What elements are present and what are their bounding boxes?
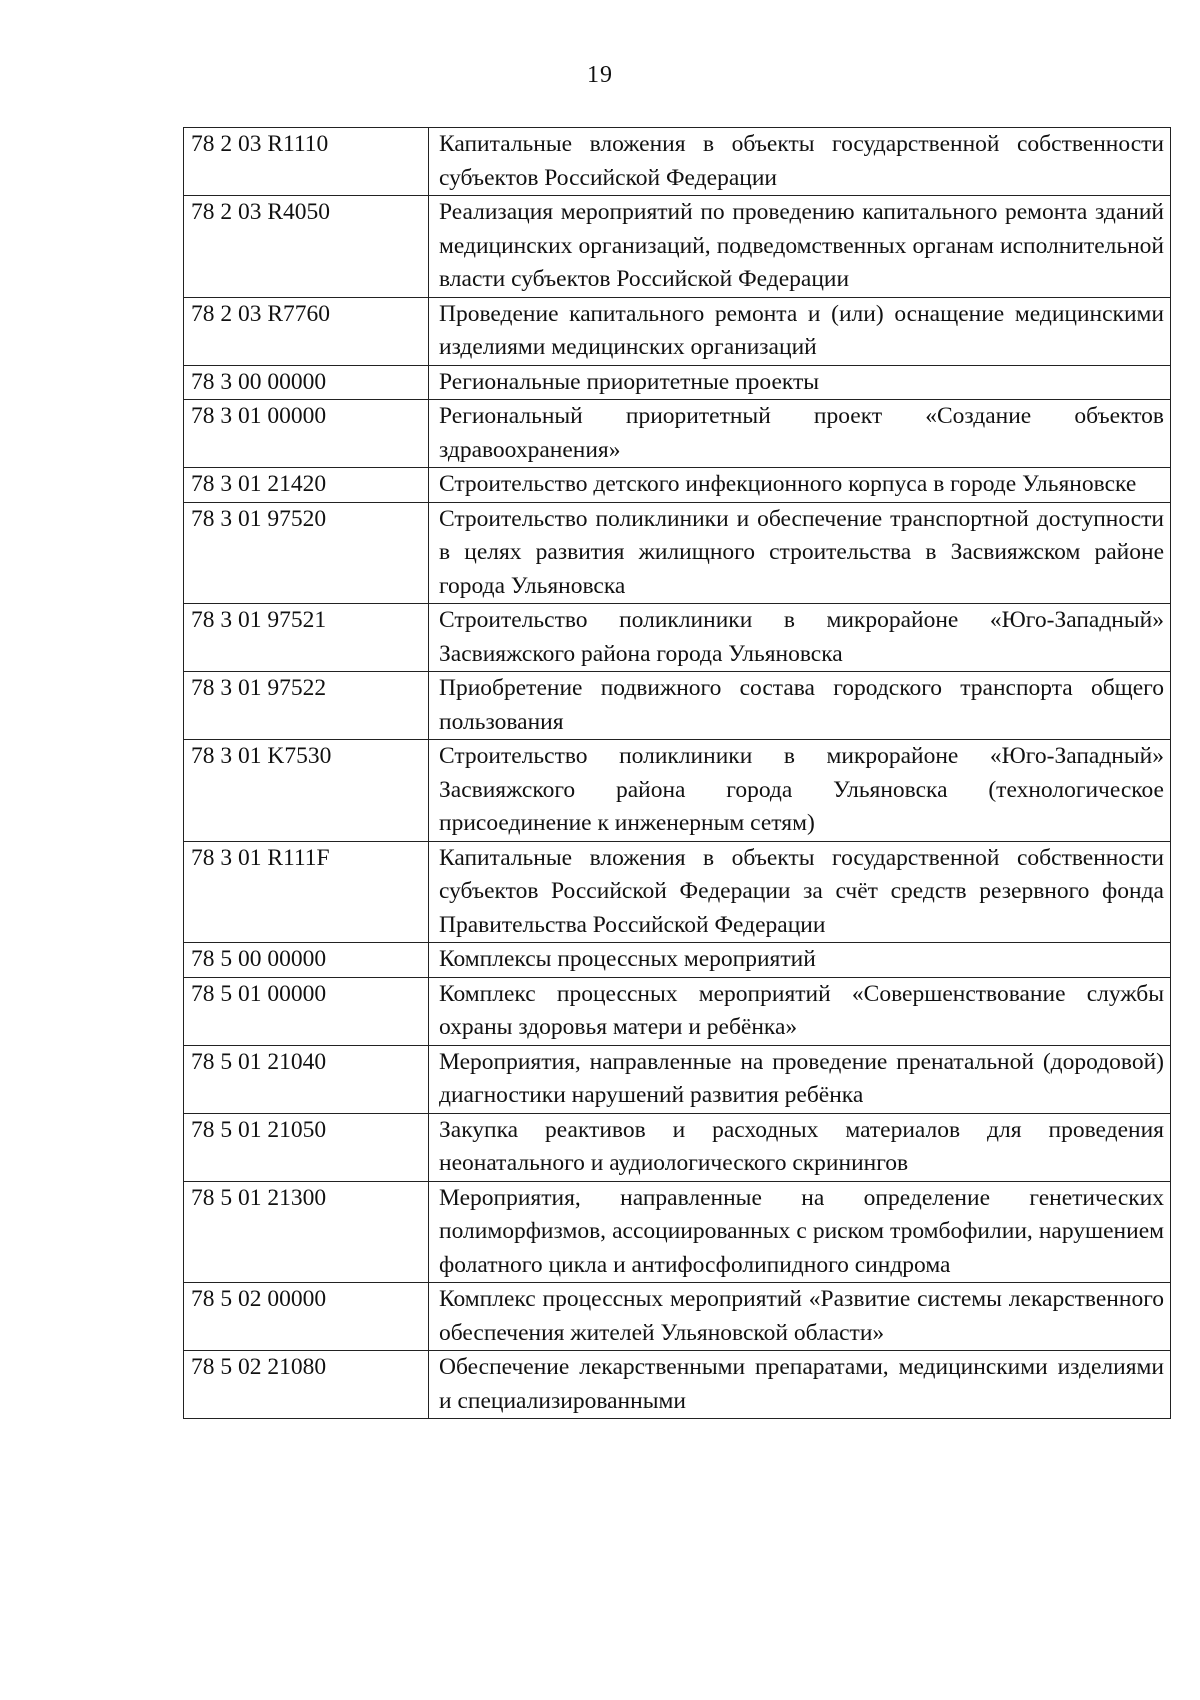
row-code: 78 3 01 R111F [184, 841, 429, 943]
table-row [184, 1045, 1171, 1113]
row-code: 78 3 01 97521 [184, 604, 429, 672]
table-row [184, 841, 1171, 943]
table-row [184, 1181, 1171, 1283]
row-code: 78 5 01 21050 [184, 1113, 429, 1181]
row-description: Мероприятия, направленные на определение генетических полиморфизмов, ассоциированных с риском тромбофилии, нарушением фолатного цикла и антифосфолипидного синдрома [429, 1181, 1171, 1283]
row-description: Региональные приоритетные проекты [429, 365, 1171, 400]
row-description: Приобретение подвижного состава городского транспорта общего пользования [429, 672, 1171, 740]
row-description: Комплекс процессных мероприятий «Совершенствование службы охраны здоровья матери и ребёнка» [429, 977, 1171, 1045]
row-description: Строительство поликлиники в микрорайоне «Юго-Западный» Засвияжского района города Ульяновска (технологическое присоединение к инженерным сетям) [429, 740, 1171, 842]
row-description: Проведение капитального ремонта и (или) оснащение медицинскими изделиями медицинских организаций [429, 297, 1171, 365]
row-code: 78 3 01 21420 [184, 468, 429, 503]
row-code: 78 5 02 00000 [184, 1283, 429, 1351]
table-row [184, 1283, 1171, 1351]
table-row [184, 297, 1171, 365]
table-row [184, 400, 1171, 468]
row-code: 78 5 00 00000 [184, 943, 429, 978]
row-description: Комплексы процессных мероприятий [429, 943, 1171, 978]
table-row [184, 468, 1171, 503]
row-description: Комплекс процессных мероприятий «Развитие системы лекарственного обеспечения жителей Ульяновской области» [429, 1283, 1171, 1351]
table-row [184, 740, 1171, 842]
row-code: 78 3 01 K7530 [184, 740, 429, 842]
table-row [184, 196, 1171, 298]
table-row [184, 604, 1171, 672]
row-code: 78 5 02 21080 [184, 1351, 429, 1419]
row-description: Закупка реактивов и расходных материалов для проведения неонатального и аудиологического скринингов [429, 1113, 1171, 1181]
row-description: Реализация мероприятий по проведению капитального ремонта зданий медицинских организаций, подведомственных органам исполнительной власти субъектов Российской Федерации [429, 196, 1171, 298]
row-code: 78 5 01 00000 [184, 977, 429, 1045]
row-code: 78 3 01 00000 [184, 400, 429, 468]
row-description: Строительство детского инфекционного корпуса в городе Ульяновске [429, 468, 1171, 503]
row-code: 78 5 01 21300 [184, 1181, 429, 1283]
row-description: Строительство поликлиники и обеспечение транспортной доступности в целях развития жилищного строительства в Засвияжском районе города Ульяновска [429, 502, 1171, 604]
row-description: Мероприятия, направленные на проведение пренатальной (дородовой) диагностики нарушений развития ребёнка [429, 1045, 1171, 1113]
table-row [184, 502, 1171, 604]
row-code: 78 3 01 97520 [184, 502, 429, 604]
row-description: Капитальные вложения в объекты государственной собственности субъектов Российской Федерации [429, 128, 1171, 196]
table-row [184, 943, 1171, 978]
budget-code-table [183, 127, 1171, 1419]
row-code: 78 3 00 00000 [184, 365, 429, 400]
row-code: 78 3 01 97522 [184, 672, 429, 740]
page-number: 19 [587, 62, 613, 88]
row-description: Строительство поликлиники в микрорайоне «Юго-Западный» Засвияжского района города Ульяновска [429, 604, 1171, 672]
row-code: 78 2 03 R1110 [184, 128, 429, 196]
table-row [184, 128, 1171, 196]
row-description: Региональный приоритетный проект «Создание объектов здравоохранения» [429, 400, 1171, 468]
row-description: Капитальные вложения в объекты государственной собственности субъектов Российской Федерации за счёт средств резервного фонда Правительства Российской Федерации [429, 841, 1171, 943]
table-row [184, 365, 1171, 400]
table-row [184, 1113, 1171, 1181]
table-row [184, 1351, 1171, 1419]
row-code: 78 2 03 R7760 [184, 297, 429, 365]
table-row [184, 977, 1171, 1045]
row-code: 78 5 01 21040 [184, 1045, 429, 1113]
row-code: 78 2 03 R4050 [184, 196, 429, 298]
row-description: Обеспечение лекарственными препаратами, медицинскими изделиями и специализированными [429, 1351, 1171, 1419]
table-row [184, 672, 1171, 740]
